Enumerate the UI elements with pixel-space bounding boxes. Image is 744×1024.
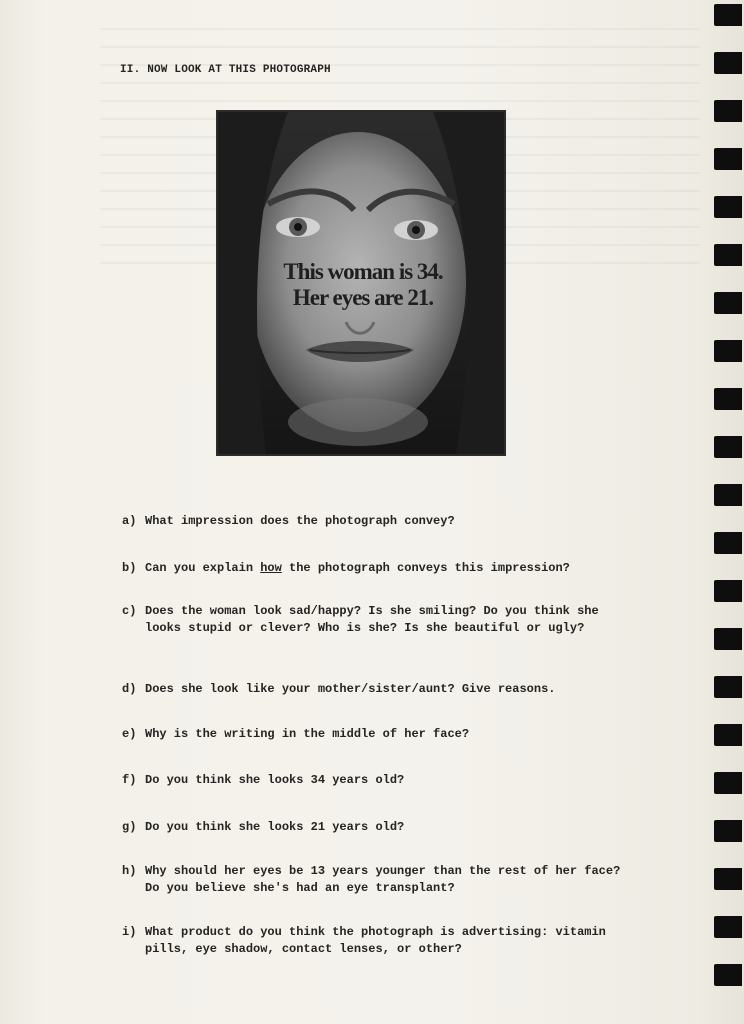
section-heading: II. NOW LOOK AT THIS PHOTOGRAPH [120, 64, 331, 76]
question-text: Does she look like your mother/sister/aunt? Give reasons. [145, 682, 556, 696]
binding-ring [714, 484, 742, 506]
question-d [122, 681, 622, 698]
question-text: Do you think she looks 21 years old? [145, 820, 405, 834]
binding-ring [714, 724, 742, 746]
question-label: g) [122, 820, 137, 834]
question-f [122, 772, 622, 789]
question-text-part: the photograph conveys this impression? [281, 561, 570, 575]
binding-ring [714, 4, 742, 26]
question-label: f) [122, 773, 137, 787]
question-text-part: Can you explain [145, 561, 261, 575]
question-h [122, 863, 622, 897]
binding-ring [714, 340, 742, 362]
binding-ring [714, 676, 742, 698]
question-label: i) [122, 925, 137, 939]
binding-ring [714, 100, 742, 122]
right-eye [394, 220, 438, 240]
binding-ring [714, 52, 742, 74]
binding-ring [714, 628, 742, 650]
question-text: What impression does the photograph convey? [145, 514, 455, 528]
question-a [122, 513, 622, 530]
question-g [122, 819, 622, 836]
question-text [145, 560, 622, 577]
question-label: a) [122, 514, 137, 528]
binding-ring [714, 772, 742, 794]
question-b [122, 560, 622, 577]
binding-ring [714, 196, 742, 218]
binding-ring [714, 916, 742, 938]
question-text: Does the woman look sad/happy? Is she smiling? Do you think she looks stupid or clever? Who is she? Is she beautiful or ugly? [145, 604, 599, 635]
advertisement-photograph [216, 110, 506, 456]
binding-ring [714, 148, 742, 170]
photo-caption-line2: Her eyes are 21. [292, 285, 434, 310]
binding-ring [714, 532, 742, 554]
spiral-binding [712, 0, 744, 1024]
binding-ring [714, 820, 742, 842]
question-text: Why is the writing in the middle of her face? [145, 727, 470, 741]
left-eye [276, 217, 320, 237]
binding-ring [714, 244, 742, 266]
underlined-word: how [260, 561, 282, 575]
binding-ring [714, 964, 742, 986]
question-label: d) [122, 682, 137, 696]
question-label: b) [122, 561, 137, 575]
question-label: c) [122, 604, 137, 618]
binding-ring [714, 868, 742, 890]
question-label: h) [122, 864, 137, 878]
binding-ring [714, 580, 742, 602]
binding-ring [714, 292, 742, 314]
binding-ring [714, 436, 742, 458]
binding-ring [714, 388, 742, 410]
question-text: What product do you think the photograph is advertising: vitamin pills, eye shadow, contact lenses, or other? [145, 925, 606, 956]
question-text: Do you think she looks 34 years old? [145, 773, 405, 787]
question-text: Why should her eyes be 13 years younger than the rest of her face? Do you believe she's had an eye transplant? [145, 864, 621, 895]
photo-caption-line1: This woman is 34. [283, 259, 443, 284]
question-label: e) [122, 727, 137, 741]
question-e [122, 726, 622, 743]
question-c [122, 603, 622, 637]
question-i [122, 924, 622, 958]
